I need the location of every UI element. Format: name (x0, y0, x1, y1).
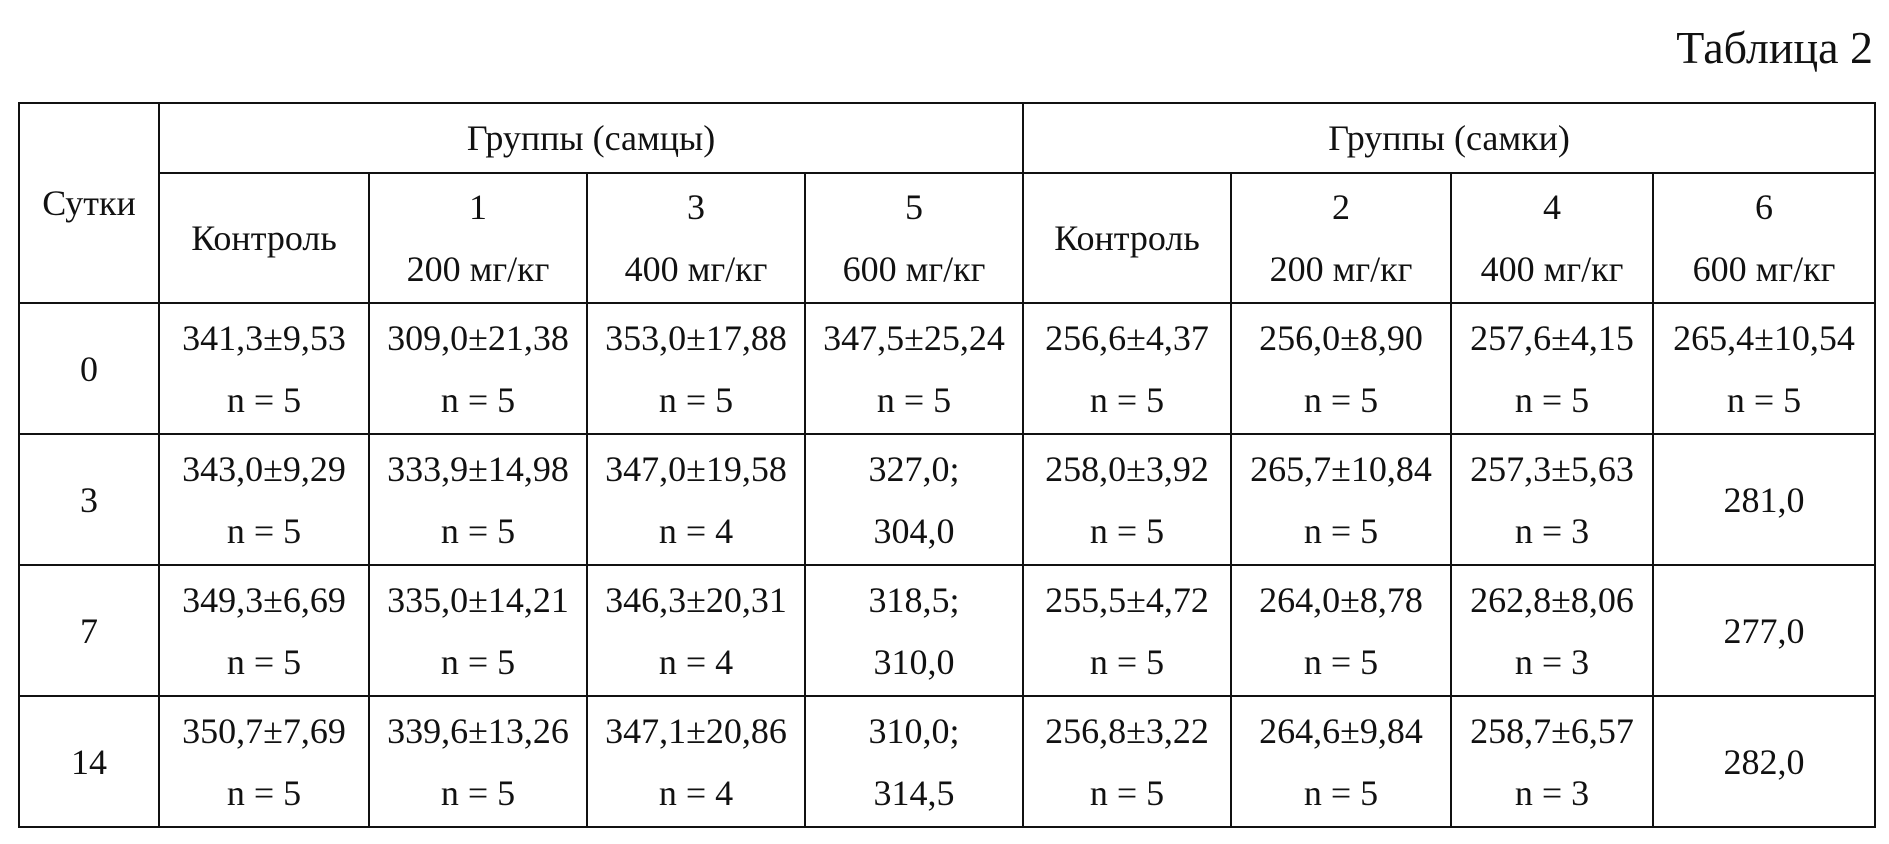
cell-count: n = 5 (876, 379, 952, 420)
cell-value: 256,6±4,37 (1045, 317, 1209, 358)
cell-count: n = 3 (1514, 772, 1590, 813)
value-cell (805, 565, 1023, 696)
value-cell (159, 434, 369, 565)
value-cell (1231, 565, 1451, 696)
cell-count: n = 5 (1303, 772, 1379, 813)
value-cell (159, 565, 369, 696)
day-cell: 14 (19, 696, 159, 827)
cell-value: 318,5; (868, 579, 960, 620)
group-number: 1 (469, 187, 487, 227)
value-cell (587, 434, 805, 565)
value-cell (1023, 303, 1231, 434)
value-cell (587, 696, 805, 827)
value-cell (1231, 303, 1451, 434)
group-number: 5 (905, 187, 924, 227)
cell-count: n = 5 (658, 379, 734, 420)
cell-count: n = 5 (1303, 510, 1379, 551)
cell-count: n = 5 (440, 641, 516, 682)
value-cell (1451, 696, 1653, 827)
cell-value: 277,0 (1723, 610, 1805, 651)
cell-value: 264,0±8,78 (1259, 579, 1423, 620)
value-cell (1653, 434, 1875, 565)
cell-value: 257,3±5,63 (1470, 448, 1634, 489)
value-cell (369, 565, 587, 696)
cell-value: 339,6±13,26 (387, 710, 569, 751)
group-number: 2 (1332, 187, 1351, 227)
column-header (805, 173, 1023, 303)
cell-value: 256,8±3,22 (1045, 710, 1209, 751)
table-row (19, 565, 1875, 696)
cell-count: 310,0 (873, 641, 955, 682)
cell-value: 258,0±3,92 (1045, 448, 1209, 489)
cell-count: n = 3 (1514, 510, 1590, 551)
value-cell (1653, 565, 1875, 696)
cell-count: n = 5 (1726, 379, 1802, 420)
cell-value: 343,0±9,29 (182, 448, 346, 489)
table-caption: Таблица 2 (1676, 22, 1873, 73)
value-cell (1653, 303, 1875, 434)
cell-value: 346,3±20,31 (605, 579, 787, 620)
value-cell (1231, 696, 1451, 827)
day-cell: 7 (19, 565, 159, 696)
males-group-header: Группы (самцы) (159, 103, 1023, 173)
cell-count: n = 5 (1514, 379, 1590, 420)
value-cell (159, 696, 369, 827)
cell-count: n = 5 (440, 772, 516, 813)
group-dose: 200 мг/кг (1269, 249, 1413, 289)
value-cell (1451, 434, 1653, 565)
value-cell (1023, 434, 1231, 565)
table-row (19, 696, 1875, 827)
day-column-header: Сутки (19, 103, 159, 303)
value-cell (1231, 434, 1451, 565)
cell-value: 264,6±9,84 (1259, 710, 1423, 751)
cell-value: 335,0±14,21 (387, 579, 569, 620)
cell-count: n = 5 (440, 510, 516, 551)
table-row (19, 303, 1875, 434)
value-cell (369, 303, 587, 434)
group-dose: 400 мг/кг (1480, 249, 1624, 289)
cell-value: 255,5±4,72 (1045, 579, 1209, 620)
cell-count: n = 5 (1303, 379, 1379, 420)
cell-value: 353,0±17,88 (605, 317, 787, 358)
cell-count: n = 5 (1089, 772, 1165, 813)
value-cell (1023, 696, 1231, 827)
column-header-row (19, 173, 1875, 303)
cell-count: n = 3 (1514, 641, 1590, 682)
cell-value: 265,4±10,54 (1673, 317, 1855, 358)
value-cell (369, 434, 587, 565)
table-row (19, 434, 1875, 565)
value-cell (1023, 565, 1231, 696)
cell-count: n = 5 (1089, 510, 1165, 551)
cell-count: 304,0 (873, 510, 955, 551)
column-header (1653, 173, 1875, 303)
cell-value: 347,5±25,24 (823, 317, 1005, 358)
cell-count: n = 5 (440, 379, 516, 420)
cell-count: n = 5 (1303, 641, 1379, 682)
cell-value: 282,0 (1723, 741, 1805, 782)
column-header (1023, 173, 1231, 303)
cell-count: n = 4 (658, 641, 734, 682)
cell-value: 265,7±10,84 (1250, 448, 1432, 489)
table-body (19, 303, 1875, 827)
value-cell (805, 696, 1023, 827)
column-header (159, 173, 369, 303)
column-header (1231, 173, 1451, 303)
cell-count: n = 4 (658, 772, 734, 813)
column-header (587, 173, 805, 303)
value-cell (1653, 696, 1875, 827)
cell-value: 347,1±20,86 (605, 710, 787, 751)
data-table (18, 102, 1876, 828)
group-number: 4 (1543, 187, 1562, 227)
group-dose: 600 мг/кг (1692, 249, 1836, 289)
cell-value: 258,7±6,57 (1470, 710, 1634, 751)
value-cell (1451, 303, 1653, 434)
cell-count: n = 5 (226, 510, 302, 551)
group-dose: Контроль (1054, 218, 1200, 258)
cell-count: n = 5 (226, 641, 302, 682)
cell-value: 257,6±4,15 (1470, 317, 1634, 358)
cell-count: n = 5 (1089, 379, 1165, 420)
cell-count: n = 5 (1089, 641, 1165, 682)
day-cell: 0 (19, 303, 159, 434)
value-cell (1451, 565, 1653, 696)
cell-value: 349,3±6,69 (182, 579, 346, 620)
group-header-row (19, 103, 1875, 173)
females-group-header: Группы (самки) (1023, 103, 1875, 173)
value-cell (159, 303, 369, 434)
group-dose: 600 мг/кг (842, 249, 986, 289)
cell-value: 341,3±9,53 (182, 317, 346, 358)
value-cell (587, 565, 805, 696)
cell-value: 309,0±21,38 (387, 317, 569, 358)
value-cell (805, 434, 1023, 565)
column-header (369, 173, 587, 303)
cell-value: 256,0±8,90 (1259, 317, 1423, 358)
group-number: 6 (1755, 187, 1774, 227)
cell-value: 347,0±19,58 (605, 448, 787, 489)
cell-count: 314,5 (873, 772, 955, 813)
value-cell (587, 303, 805, 434)
column-header (1451, 173, 1653, 303)
cell-count: n = 5 (226, 772, 302, 813)
group-dose: 400 мг/кг (624, 249, 768, 289)
group-number: 3 (687, 187, 705, 227)
cell-count: n = 4 (658, 510, 734, 551)
cell-value: 350,7±7,69 (182, 710, 346, 751)
value-cell (369, 696, 587, 827)
group-dose: 200 мг/кг (406, 249, 550, 289)
group-dose: Контроль (191, 218, 337, 258)
cell-value: 281,0 (1723, 479, 1805, 520)
cell-value: 333,9±14,98 (387, 448, 569, 489)
cell-value: 327,0; (868, 448, 960, 489)
cell-value: 310,0; (868, 710, 960, 751)
cell-value: 262,8±8,06 (1470, 579, 1634, 620)
day-cell: 3 (19, 434, 159, 565)
cell-count: n = 5 (226, 379, 302, 420)
value-cell (805, 303, 1023, 434)
